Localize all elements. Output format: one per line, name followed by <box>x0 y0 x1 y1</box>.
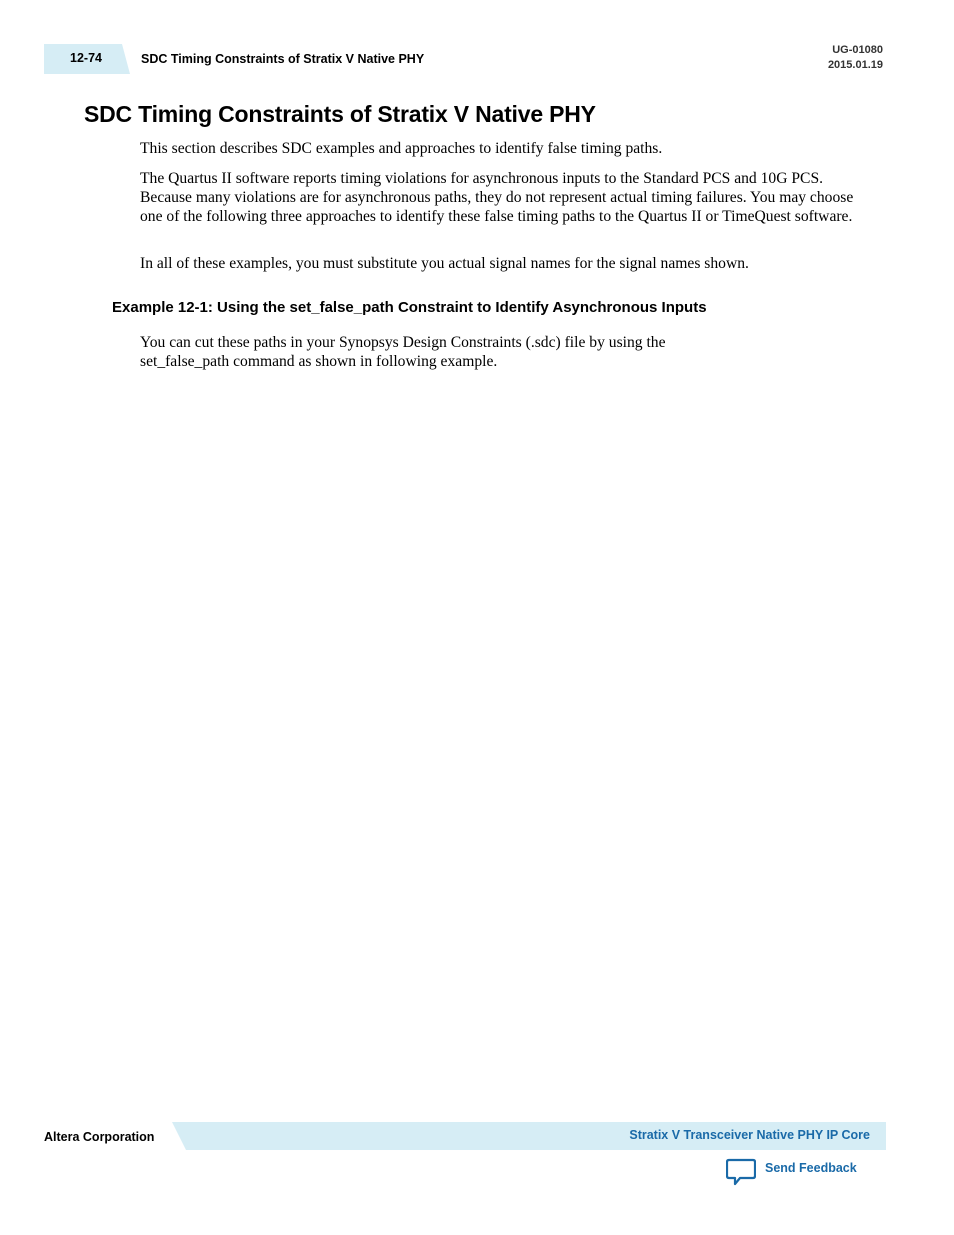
doc-id: UG-01080 <box>832 44 883 56</box>
send-feedback-label: Send Feedback <box>765 1161 857 1175</box>
speech-bubble-icon <box>726 1158 756 1186</box>
page-title: SDC Timing Constraints of Stratix V Native PHY <box>84 101 596 127</box>
paragraph-substitute: In all of these examples, you must substitute you actual signal names for the signal names shown. <box>140 255 749 272</box>
footer-company: Altera Corporation <box>44 1130 155 1144</box>
doc-info <box>828 43 883 73</box>
send-feedback-link[interactable] <box>726 1158 866 1188</box>
paragraph-intro: This section describes SDC examples and approaches to identify false timing paths. <box>140 140 663 157</box>
header-section-title: SDC Timing Constraints of Stratix V Native PHY <box>141 52 425 66</box>
page-number: 12-74 <box>70 51 102 65</box>
paragraph-violations: The Quartus II software reports timing violations for asynchronous inputs to the Standard PCS and 10G PCS. Because many violations are for asynchronous paths, they do not represent actual timing failures. You may choose one of the following three approaches to identify these false timing paths to the Quartus II or TimeQuest software. <box>140 170 854 225</box>
footer-doc-title: Stratix V Transceiver Native PHY IP Core <box>629 1128 870 1142</box>
example-text: You can cut these paths in your Synopsys Design Constraints (.sdc) file by using the set_false_path command as shown in following example. <box>140 334 666 370</box>
doc-date: 2015.01.19 <box>827 59 883 71</box>
example-title: Example 12-1: Using the set_false_path Constraint to Identify Asynchronous Inputs <box>112 299 707 316</box>
